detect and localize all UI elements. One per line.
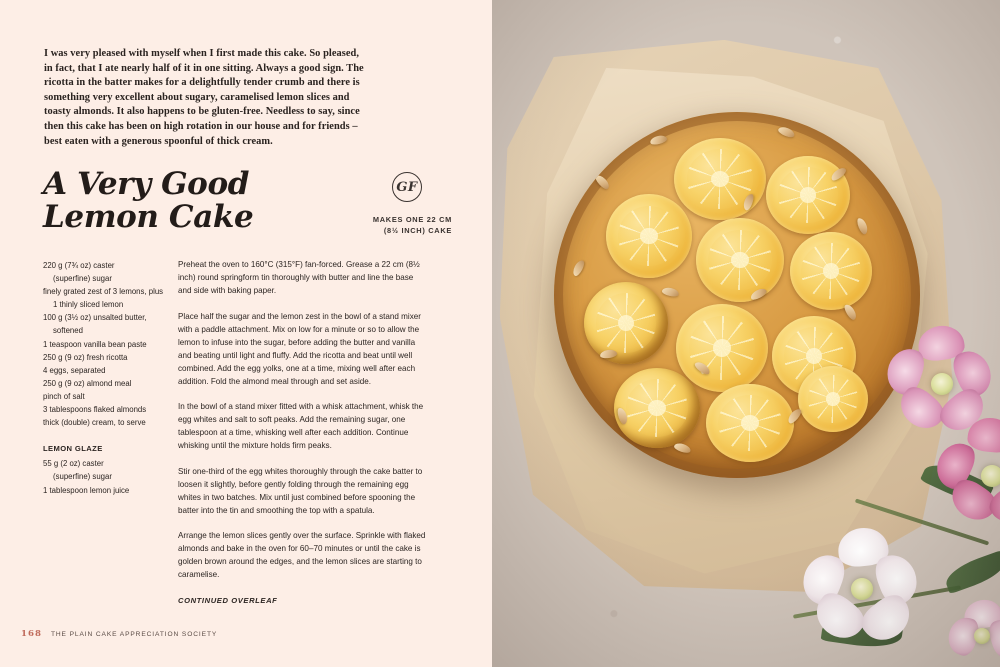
recipe-yield-line2: (8½ INCH) CAKE (383, 225, 452, 235)
gluten-free-badge: GF (392, 172, 422, 202)
folio (21, 629, 217, 639)
glaze-ingredient-item: 1 tablespoon lemon juice (43, 485, 130, 495)
ingredient-item: 100 g (3½ oz) unsalted butter, (43, 313, 147, 323)
method-step: In the bowl of a stand mixer fitted with a whisk attachment, whisk the egg whites and salt to soft peaks. Add the remaining sugar, one tablespoon at a time, whisking well after each addition. Continue whisking until the mixture holds firm peaks. (178, 402, 424, 450)
lemon-slice (696, 218, 784, 302)
ingredient-item: finely grated zest of 3 lemons, plus (43, 287, 164, 297)
lemon-slice (614, 368, 700, 448)
lemon-slice (676, 304, 768, 392)
hellebore-flower-white (798, 530, 926, 650)
ingredient-item: 3 tablespoons flaked almonds (43, 405, 147, 415)
method-step: Stir one-third of the egg whites thoroughly through the cake batter to loosen it slightly, before gently folding through the remaining egg whites in two batches. Mix until just combined before spooning the batter into the tin and smoothing the top with a spatula. (178, 466, 423, 515)
ingredients-list (43, 259, 168, 497)
ingredient-item: 4 eggs, separated (43, 365, 106, 375)
recipe-title-line1: A Very Good (43, 166, 250, 202)
lemon-slice (798, 366, 868, 432)
ingredient-item: 1 teaspoon vanilla bean paste (43, 339, 147, 349)
lemon-cake (554, 112, 920, 478)
ingredient-item: pinch of salt (43, 391, 85, 401)
flower-center (981, 465, 1000, 487)
method-step: Place half the sugar and the lemon zest in the bowl of a stand mixer with a paddle attachment. Mix on low for a minute or so to allow the lemon to infuse into the sugar, before adding the butter and vanilla and beating until light and fluffy. Add the ricotta and beat until well combined. Add the egg yolks, one at a time, mixing well after each addition. Fold the almond meal through and set aside. (178, 311, 421, 386)
flower-center (974, 628, 990, 644)
recipe-title (43, 168, 343, 234)
flower-center (931, 373, 953, 395)
recipe-intro: I was very pleased with myself when I first made this cake. So pleased, in fact, that I ate nearly half of it in one sitting. Always a good sign. The ricotta in the batter makes for a delightfully tender crumb and there is something very excellent about sugary, caramelised lemon slices and toasty almonds. It also happens to be gluten-free. Needless to say, since then this cake has been on high rotation in our house and for friends – best eaten with a generous spoonful of thick cream. (44, 48, 364, 147)
glaze-ingredient-item: 55 g (2 oz) caster (43, 459, 104, 469)
recipe-text-page (0, 0, 492, 667)
method-step: Arrange the lemon slices gently over the surface. Sprinkle with flaked almonds and bake in the oven for 60–70 minutes or until the cake is golden brown around the edges, and the lemon slices are starting to caramelise. (178, 531, 426, 579)
ingredient-item: softened (53, 326, 83, 336)
method-step: Preheat the oven to 160°C (315°F) fan-forced. Grease a 22 cm (8½ inch) round springform tin thoroughly with butter and line the base and side with baking paper. (178, 260, 420, 295)
lemon-slice (706, 384, 794, 462)
recipe-yield-line1: MAKES ONE 22 CM (372, 215, 452, 224)
ingredient-item: 250 g (9 oz) almond meal (43, 378, 132, 388)
flower-center (851, 578, 873, 600)
ingredient-item: (superfine) sugar (53, 274, 112, 284)
ingredient-item: 250 g (9 oz) fresh ricotta (43, 352, 128, 362)
recipe-yield (330, 215, 452, 236)
ingredient-item: 1 thinly sliced lemon (53, 300, 124, 310)
lemon-slice (606, 194, 692, 278)
recipe-title-line2: Lemon Cake (43, 199, 254, 235)
ingredient-item: thick (double) cream, to serve (43, 418, 146, 428)
glaze-ingredient-item: (superfine) sugar (53, 472, 112, 482)
page-number: 168 (21, 629, 42, 639)
lemon-slice (674, 138, 766, 220)
continued-note: CONTINUED OVERLEAF (178, 595, 278, 605)
method-steps (178, 258, 426, 619)
glaze-heading: LEMON GLAZE (43, 444, 103, 454)
ingredient-item: 220 g (7¾ oz) caster (43, 261, 115, 270)
lemon-slice (790, 232, 872, 310)
lemon-slice (584, 282, 668, 364)
lemon-slice (766, 156, 850, 234)
recipe-photo (492, 0, 1000, 667)
running-head: THE PLAIN CAKE APPRECIATION SOCIETY (50, 631, 218, 638)
